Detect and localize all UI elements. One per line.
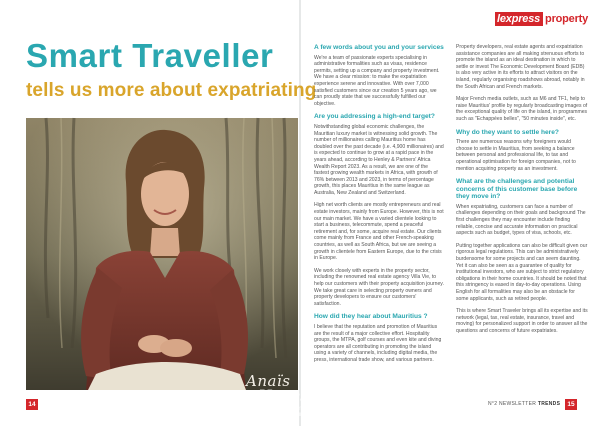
caption-signature: Hoyes <box>258 386 309 405</box>
caption-name: Anaïs <box>246 372 291 390</box>
paragraph: High net worth clients are mostly entrepreneurs and real estate investors, mainly from Europe. However, this is not our main market. We have a varied clientele looking to start a business, telecommute, spend a peaceful retirement and, for some, acquire real estate. Our clients come mainly from France and other French-speaking countries, as well as South Africa, but we are seeing a growth in clientele from Eastern Europe, due to the crisis in Europe. <box>314 202 444 262</box>
paragraph: When expatriating, customers can face a number of challenges depending on their goals and background The first challenges they may encounter include finding reliable, concise and accurate information on practical aspects such as budget, types of visa, schools, etc. <box>456 203 586 237</box>
article-title: Smart Traveller <box>26 37 274 74</box>
paragraph: Major French media outlets, such as M6 and TF1, help to raise Mauritius' profile by regularly broadcasting images of the exceptional quality of life on the island, in programmes such as "Echappées belles", "50 minutes inside", etc. <box>456 96 588 122</box>
article-subtitle: tells us more about expatriating <box>26 80 317 101</box>
paragraph: Property developers, real estate agents and expatriation assistance companies are all making strenuous efforts to promote the island as an ideal destination in which to settle or invest The Economic Development Board (EDB) is also very active in its efforts to attract visitors on the island, regularly organising roadshows abroad, notably in the South African and French markets. <box>456 44 585 90</box>
section-heading: What are the challenges and potential concerns of this customer base before they move in? <box>456 178 578 201</box>
article-column-2 <box>456 44 588 341</box>
section-heading: Why do they want to settle here? <box>456 128 559 136</box>
section-heading: A few words about you and your services <box>314 44 444 51</box>
article-column-1 <box>314 44 444 370</box>
caption-role: General Manager of Smart Traveller Ltd. <box>259 406 314 417</box>
brand-logo <box>495 12 588 26</box>
footer-label <box>488 401 560 407</box>
page-number-left: 14 <box>26 399 38 410</box>
paragraph: There are numerous reasons why foreigners would choose to settle in Mauritius, from seeking a balance between personal and professional life, to tax and operational optimisation for foreign companies, not to mention acquiring property as an investment. <box>456 139 576 172</box>
paragraph: This is where Smart Traveler brings all its expertise and its network (legal, tax, real estate, insurance, travel and moving) for personalized support in order to answer all the questions and concerns of future expatriates. <box>456 308 588 334</box>
paragraph: Putting together applications can also be difficult given our rigorous legal regulations. This can be administratively burdensome for some projects and can seem daunting. Yet it can also be seen as a guarantee of quality for institutional investors, who are subject to strict regulatory obligations in their home countries. It should be noted that this stringency is eased in day-to-day operations. Using English for all formalities may also be an obstacle for some applicants, such as retired people. <box>456 242 588 302</box>
paragraph: Notwithstanding global economic challenges, the Mauritian luxury market is witnessing solid growth. The number of millionaires calling Mauritius home has doubled over the past decade (i.e. 4,900 millionaires) and is expected to continue to grow at a rapid pace in the years ahead, according to Henley & Partners' Africa Wealth Report 2023. As a result, we are one of the fastest growing wealth markets in Africa, with growth of 76% between 2013 and 2023, in terms of percentage growth, this places Mauritius in the same league as Australia, New Zealand and Switzerland. <box>314 123 444 196</box>
section-heading: How did they hear about Mauritius ? <box>314 313 428 321</box>
paragraph: We're a team of passionate experts specialising in administrative formalities such as visas, residence permits, setting up a company and property investment. We have a clear mission: to make the expatriation experience serene and innovative. With over 7,000 satisfied customers since our creation 5 years ago, we can proudly state that we successfully fulfilled our objective. <box>314 54 440 107</box>
portrait-illustration <box>26 118 298 390</box>
page-number-right: 15 <box>565 399 577 410</box>
footer-text: N°2 NEWSLETTER <box>488 401 537 407</box>
footer-bold: TRENDS <box>537 401 561 407</box>
paragraph: We work closely with experts in the property sector, including the renowned real estate agency Villa Vie, to help our customers with their property acquisition journey. We take great care in selecting property owners and property developers to ensure our customers' satisfaction. <box>314 267 444 307</box>
paragraph: I believe that the reputation and promotion of Mauritius are the result of a major collective effort. Hospitality groups, the MTPA, golf courses and even kite and diving operators are all contributing in promoting the island using a variety of channels, including digital media, the press, international trade show, and various partners. <box>314 323 442 363</box>
page-gutter <box>299 0 301 426</box>
brand-logo-left: lexpress <box>495 12 543 26</box>
section-heading: Are you addressing a high-end target? <box>314 113 435 121</box>
brand-logo-right: property <box>545 13 589 25</box>
